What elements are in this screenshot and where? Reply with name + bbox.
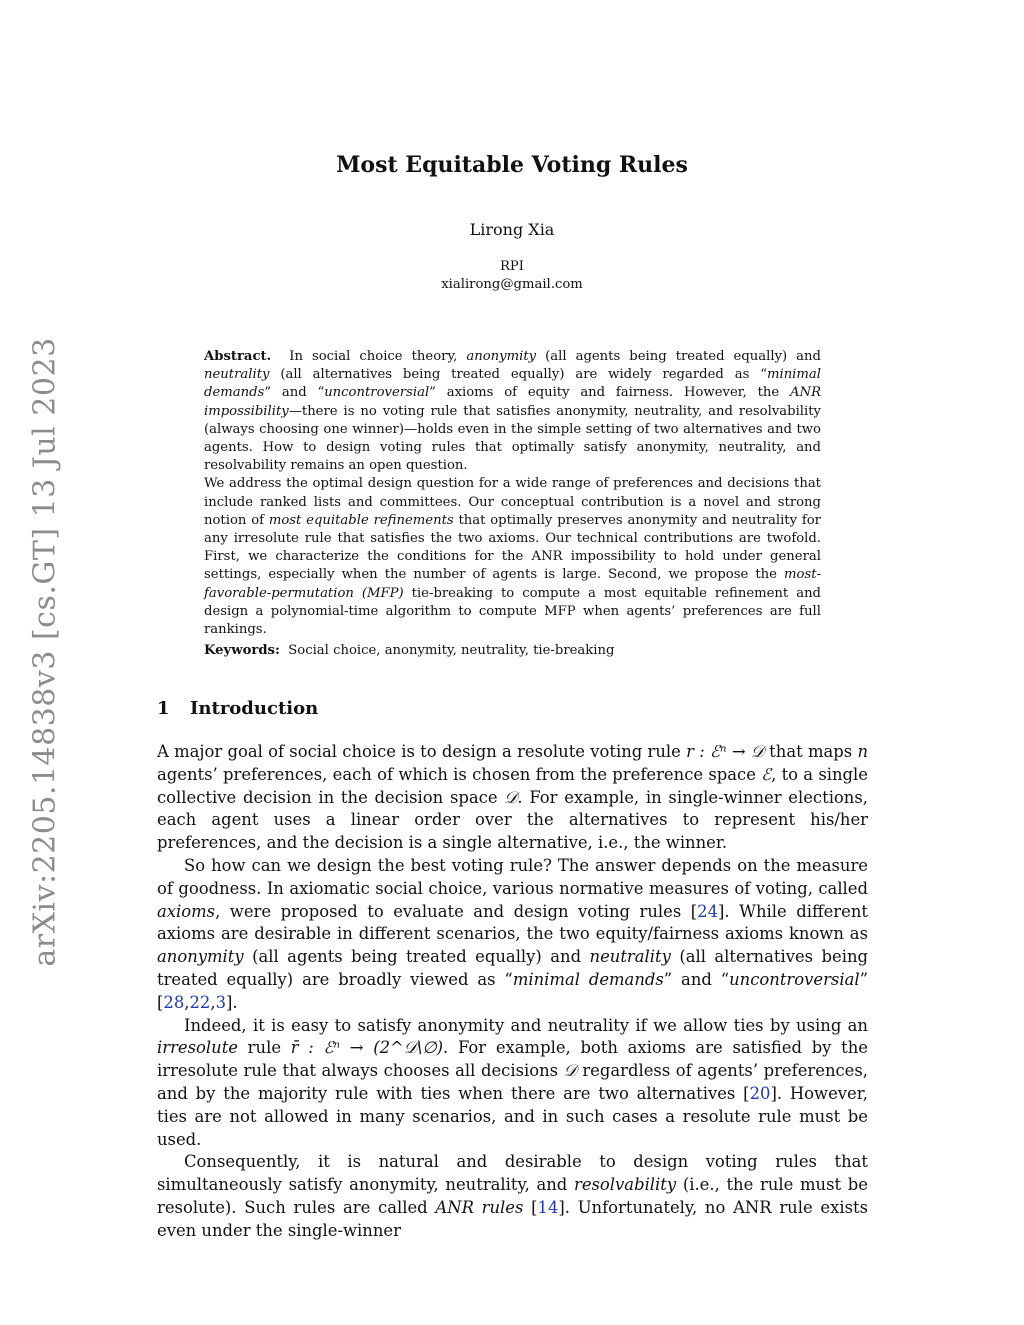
abstract-text: ” and “ [264, 385, 325, 401]
abstract [204, 348, 821, 639]
body-text-run: ” [ [157, 969, 868, 1012]
abstract-text: tie-breaking to compute a most equitable refinement and design a polynomial-time algorithm to compute MFP when agents’ preferences are full rankings. [204, 585, 822, 638]
section-title: Introduction [190, 698, 319, 719]
body-text-run: (all alternatives being treated equally) are broadly viewed as “ [157, 947, 868, 989]
abstract-label: Abstract. [204, 349, 272, 364]
body-text-run: [ [523, 1197, 538, 1217]
body-text-run: . For example, in single-winner elections, each agent uses a linear order over the alternatives to represent his/her preferences, and the decision is a single alternative, i.e., the winner. [157, 787, 868, 853]
abstract-text: In social choice theory, [289, 349, 467, 364]
body-text-run: ]. Unfortunately, no ANR rule exists even under the single-winner [157, 1197, 868, 1240]
abstract-text: ” axioms of equity and fairness. However, the [429, 385, 790, 401]
abstract-emph: minimal demands [204, 367, 821, 401]
abstract-paragraph-1 [204, 348, 821, 475]
abstract-emph: anonymity [466, 349, 537, 364]
emph: resolvability [573, 1175, 677, 1195]
section-heading [157, 698, 318, 719]
body-text-run: So how can we design the best voting rule? The answer depends on the measure of goodness. In axiomatic social choice, various normative measures of voting, called [157, 855, 868, 898]
author-affiliation-block [0, 258, 1024, 294]
emph: anonymity [157, 947, 244, 967]
body-text [157, 741, 868, 1243]
math-inline: r : ℰⁿ → 𝒟 [686, 742, 764, 761]
body-text-run: , to a single collective decision in the decision space [157, 764, 868, 807]
keywords-text: Social choice, anonymity, neutrality, tie-breaking [288, 643, 615, 658]
paper-title: Most Equitable Voting Rules [336, 152, 688, 178]
body-text-run: (all agents being treated equally) and [243, 947, 590, 967]
citation-link[interactable]: 3 [215, 992, 226, 1012]
abstract-text: (all agents being treated equally) and [536, 349, 821, 364]
abstract-text: (all alternatives being treated equally) are widely regarded as “ [269, 367, 767, 383]
citation-link[interactable]: 20 [749, 1083, 771, 1103]
body-text-run: that maps [763, 742, 858, 761]
abstract-paragraph-2 [204, 475, 821, 639]
section-number: 1 [157, 698, 170, 719]
body-text-run: ]. While different axioms are desirable in different scenarios, the two equity/fairness axioms known as [157, 901, 868, 944]
body-text-run: , were proposed to evaluate and design voting rules [ [215, 901, 698, 921]
author-name: Lirong Xia [469, 220, 555, 239]
citation-link[interactable]: 28 [163, 992, 185, 1012]
emph: axioms [157, 901, 216, 921]
abstract-text: that optimally preserves anonymity and neutrality for any irresolute rule that satisfies the two axioms. Our technical contributions are twofold. First, we characterize the conditions for the ANR impossibility to hold under general settings, especially when the number of agents is large. Second, we propose the [204, 512, 821, 583]
abstract-text: —there is no voting rule that satisfies anonymity, neutrality, and resolvability (always choosing one winner)—holds even in the simple setting of two alternatives and two agents. How to design voting rules that optimally satisfy anonymity, neutrality, and resolvability remains an open question. [204, 403, 821, 474]
citation-link[interactable]: 22 [189, 992, 211, 1012]
arxiv-identifier: arXiv:2205.14838v3 [cs.GT] 13 Jul 2023 [27, 337, 63, 967]
abstract-emph: most equitable refinements [268, 512, 454, 528]
body-text-run: . For example, both axioms are satisfied by the irresolute rule that always chooses all decisions [157, 1038, 868, 1081]
math-inline: r̄ : ℰⁿ → (2^𝒟\∅) [290, 1038, 444, 1058]
abstract-emph: most-favorable-permutation (MFP) [204, 567, 821, 601]
body-paragraph-4 [157, 1151, 868, 1242]
body-text-run: rule [237, 1038, 291, 1058]
abstract-text: We address the optimal design question for a wide range of preferences and decisions that include ranked lists and committees. Our conceptual contribution is a novel and strong notion of [204, 476, 821, 528]
citation-link[interactable]: 24 [697, 901, 719, 921]
emph: irresolute [157, 1038, 238, 1058]
body-text-run: ]. However, ties are not allowed in many scenarios, and in such cases a resolute rule must be used. [157, 1083, 868, 1149]
body-text-run: regardless of agents’ preferences, and by the majority rule with ties when there are two alternatives [ [157, 1061, 868, 1103]
body-paragraph-3 [157, 1015, 868, 1152]
body-text-run: A major goal of social choice is to design a resolute voting rule [157, 742, 687, 761]
body-text-run: , [184, 992, 190, 1012]
math-inline: 𝒟 [504, 787, 518, 807]
emph: neutrality [589, 947, 671, 967]
abstract-emph: uncontroversial [324, 385, 430, 401]
body-text-run: Consequently, it is natural and desirable to design voting rules that simultaneously satisfy anonymity, neutrality, and [157, 1152, 868, 1195]
body-text-run: Indeed, it is easy to satisfy anonymity and neutrality if we allow ties by using an [184, 1015, 868, 1035]
keywords-label: Keywords: [204, 643, 280, 658]
body-paragraph-1 [157, 741, 868, 855]
abstract-emph: neutrality [204, 367, 270, 383]
emph: minimal demands [512, 969, 664, 989]
emph: ANR rules [435, 1197, 524, 1217]
math-inline: n [857, 742, 868, 761]
body-text-run: (i.e., the rule must be resolute). Such rules are called [157, 1175, 868, 1217]
body-text-run: ” and “ [663, 969, 730, 989]
body-text-run: , [210, 992, 216, 1012]
emph: uncontroversial [729, 969, 860, 989]
arxiv-sidebar [25, 337, 65, 967]
author-email: xialirong@gmail.com [441, 277, 583, 292]
abstract-emph: ANR impossibility [204, 385, 821, 419]
math-inline: 𝒟 [563, 1061, 577, 1081]
body-text-run: agents’ preferences, each of which is chosen from the preference space [157, 764, 762, 784]
citation-link[interactable]: 14 [537, 1197, 559, 1217]
body-paragraph-2 [157, 855, 868, 1015]
keywords [204, 643, 821, 658]
math-inline: ℰ [761, 764, 772, 784]
body-text-run: ]. [226, 992, 238, 1012]
affiliation: RPI [499, 259, 524, 274]
